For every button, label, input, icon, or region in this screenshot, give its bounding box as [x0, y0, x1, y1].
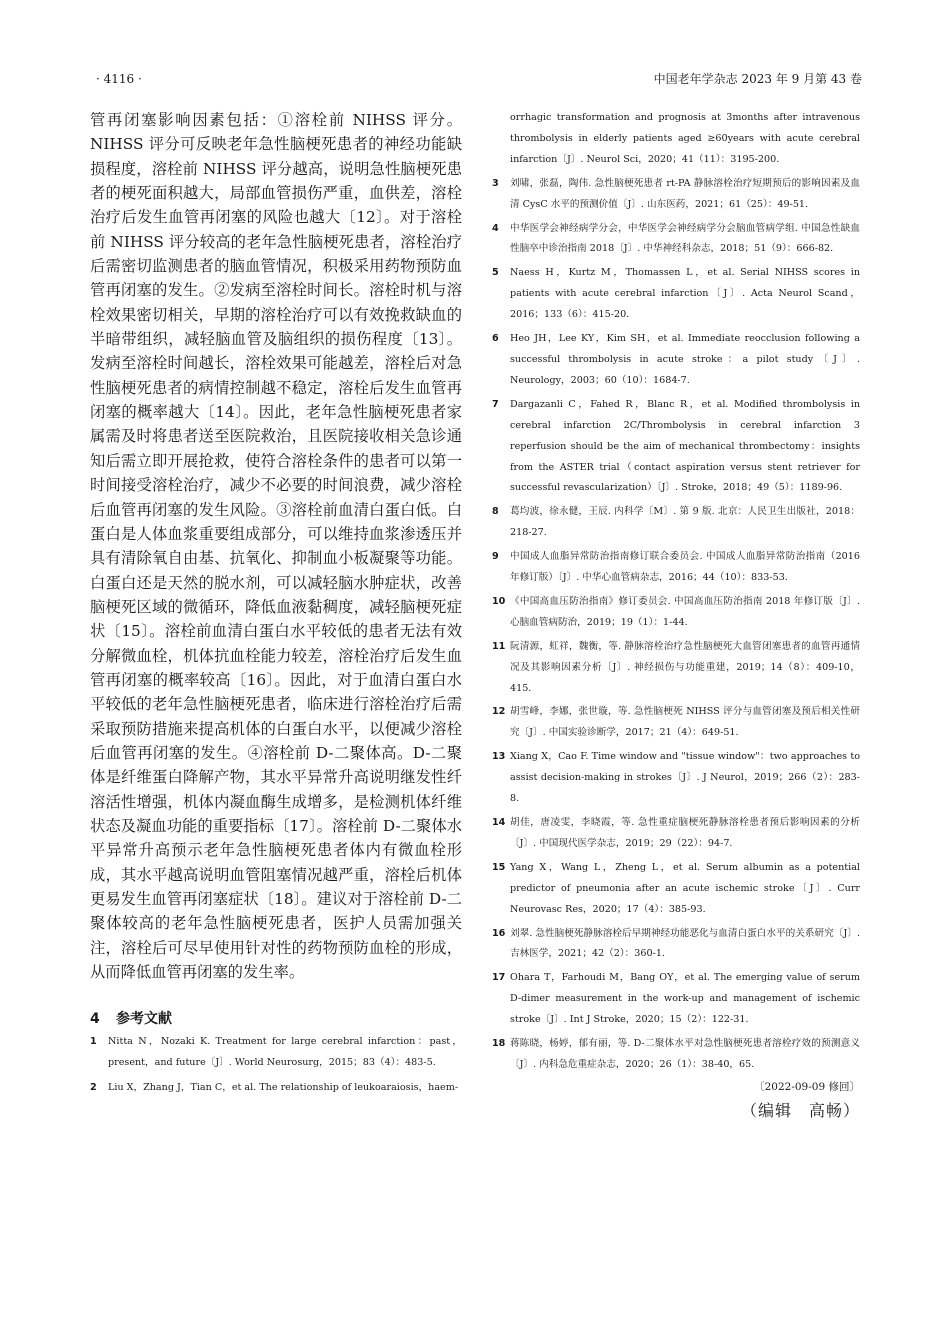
editor-credit: （编辑 高畅）: [740, 1100, 860, 1120]
reference-number: 9: [492, 551, 499, 563]
reference-number: 6: [492, 333, 499, 345]
reference-text: Xiang X，Cao F. Time window and "tissue window"：two approaches to assist decision-making in strokes〔J〕. J Neurol，2019；266（2）：283-8.: [510, 751, 860, 805]
reference-item: [492, 813, 860, 855]
reference-text: Dargazanli C，Fahed R，Blanc R，et al. Modified thrombolysis in cerebral infarction 2C/Thrombolysis in cerebral infarction 3 reperfusion should be the aim of mechanical thrombectomy：insights from the ASTER trial（contact aspiration versus stent retriever for successful revascularization）〔J〕. Stroke，2018；49（5）：1189-96.: [510, 398, 860, 494]
journal-info: 中国老年学杂志 2023 年 9 月第 43 卷: [653, 72, 862, 86]
reference-number: 16: [492, 927, 506, 939]
reference-text: 胡雪峰，李娜，张世璇，等. 急性脑梗死 NIHSS 评分与血管闭塞及预后相关性研究〔J〕. 中国实验诊断学，2017；21（4）：649-51.: [510, 706, 860, 739]
reference-item: [492, 637, 860, 700]
right-column: [492, 108, 860, 1121]
reference-text: Heo JH，Lee KY，Kim SH，et al. Immediate reocclusion following a successful thrombolysis in acute stroke：a pilot study〔J〕. Neurology，2003；60（10）：1684-7.: [510, 333, 860, 386]
reference-text: Nitta N，Nozaki K. Treatment for large cerebral infarction：past，present，and future〔J〕. World Neurosurg，2015；83（4）：483-5.: [108, 1036, 462, 1069]
reference-item: [492, 502, 860, 544]
reference-number: 10: [492, 595, 506, 607]
reference-item: [90, 1032, 462, 1074]
reference-item: [492, 702, 860, 744]
reference-text: 胡佳，唐凌雯，李晓霞，等. 急性重症脑梗死静脉溶栓患者预后影响因素的分析〔J〕. 中国现代医学杂志，2019；29（22）：94-7.: [510, 817, 860, 849]
reference-number: 15: [492, 861, 506, 873]
reference-item: [492, 858, 860, 921]
reference-item: [492, 968, 860, 1031]
reference-number: 11: [492, 640, 506, 652]
reference-list-right: [492, 174, 860, 1076]
reference-text: Yang X，Wang L，Zheng L，et al. Serum albumin as a potential predictor of pneumonia after an acute ischemic stroke〔J〕. Curr Neurovasc Res，2020；17（4）：385-93.: [510, 861, 860, 915]
reference-number: 14: [492, 817, 506, 828]
page-number: · 4116 ·: [96, 72, 142, 86]
section-title: 参考文献: [116, 1011, 172, 1028]
reference-continuation: orrhagic transformation and prognosis at 3months after intravenous thrombolysis in elderly patients aged ≥60years with acute cerebral infarction〔J〕. Neurol Sci，2020；41（11）：3195-200.: [510, 112, 860, 165]
reference-number: 13: [492, 751, 506, 763]
reference-item: [492, 924, 860, 966]
left-column: [90, 108, 462, 1099]
reference-text: Naess H，Kurtz M，Thomassen L，et al. Serial NIHSS scores in patients with acute cerebral infarction〔J〕. Acta Neurol Scand，2016；133（6）：415-20.: [510, 267, 860, 321]
reference-number: 12: [492, 706, 506, 718]
reference-text: 中华医学会神经病学分会，中华医学会神经病学分会脑血管病学组. 中国急性缺血性脑卒中诊治指南 2018〔J〕. 中华神经科杂志，2018；51（9）：666-82.: [510, 222, 860, 255]
reference-item: [492, 219, 860, 261]
reference-number: 17: [492, 972, 506, 984]
reference-item: [492, 329, 860, 392]
reference-text: 刘啸，张磊，陶伟. 急性脑梗死患者 rt-PA 静脉溶栓治疗短期预后的影响因素及血清 CysC 水平的预测价值〔J〕. 山东医药，2021；61（25）：49-51.: [510, 177, 860, 210]
reference-number: 5: [492, 267, 499, 279]
reference-number: 7: [492, 398, 499, 410]
reference-number: 4: [492, 222, 499, 234]
reference-text: 阮清源，虹祥，魏衡，等. 静脉溶栓治疗急性脑梗死大血管闭塞患者的血管再通情况及其影响因素分析〔J〕. 神经损伤与功能重建，2019；14（8）：409-10，415.: [510, 640, 860, 694]
reference-item: [492, 592, 860, 634]
section-number: 4: [90, 1011, 100, 1028]
reference-text: Liu X，Zhang J，Tian C，et al. The relationship of leukoaraiosis，haem-: [108, 1082, 459, 1094]
reference-number: 1: [90, 1036, 97, 1048]
revised-date: 〔2022-09-09 修回〕: [754, 1080, 860, 1093]
reference-text: 中国成人血脂异常防治指南修订联合委员会. 中国成人血脂异常防治指南（2016 年修订版）〔J〕. 中华心血管病杂志，2016；44（10）：833-53.: [510, 551, 860, 584]
reference-item: [492, 263, 860, 326]
reference-text: 蒋陈晓，杨婷，郁有丽，等. D-二聚体水平对急性脑梗死患者溶栓疗效的预测意义〔J〕. 内科急危重症杂志，2020；26（1）：38-40，65.: [510, 1038, 860, 1070]
body-paragraph: 管再闭塞影响因素包括：①溶栓前 NIHSS 评分。NIHSS 评分可反映老年急性脑梗死患者的神经功能缺损程度，溶栓前 NIHSS 评分越高，说明急性脑梗死患者的梗死面积越大，局部血管损伤严重，血供差，溶栓治疗后发生血管再闭塞的风险也越大〔12〕。对于溶栓前 NIHSS 评分较高的老年急性脑梗死患者，溶栓治疗后需密切监测患者的脑血管情况，积极采用药物预防血管再闭塞的发生。②发病至溶栓时间长。溶栓时机与溶栓效果密切相关，早期的溶栓治疗可以有效挽救缺血的半暗带组织，减轻脑血管及脑组织的损伤程度〔13〕。发病至溶栓时间越长，溶栓效果可能越差，溶栓后对急性脑梗死患者的病情控制越不稳定，溶栓后发生血管再闭塞的概率越大〔14〕。因此，老年急性脑梗死患者家属需及时将患者送至医院救治，且医院接收相关急诊通知后需立即开展抢救，使符合溶栓条件的患者可以第一时间接受溶栓治疗，减少不必要的时间浪费，减少溶栓后血管再闭塞的发生风险。③溶栓前血清白蛋白低。白蛋白是人体血浆重要组成部分，可以维持血浆渗透压并具有清除氧自由基、抗氧化、抑制血小板凝聚等功能。白蛋白还是天然的脱水剂，可以减轻脑水肿症状，改善脑梗死区域的微循环，降低血液黏稠度，减轻脑梗死症状〔15〕。溶栓前血清白蛋白水平较低的患者无法有效分解微血栓，机体抗血栓能力较差，溶栓治疗后发生血管再闭塞的概率较高〔16〕。因此，对于血清白蛋白水平较低的老年急性脑梗死患者，临床进行溶栓治疗后需采取预防措施来提高机体的白蛋白水平，以便减少溶栓后血管再闭塞的发生。④溶栓前 D-二聚体高。D-二聚体是纤维蛋白降解产物，其水平异常升高说明继发性纤溶活性增强，机体内凝血酶生成增多，是检测机体纤维状态及凝血功能的重要指标〔17〕。溶栓前 D-二聚体水平异常升高预示老年急性脑梗死患者体内有微血栓形成，其水平越高说明血管阻塞情况越严重，溶栓后机体更易发生血管再闭塞症状〔18〕。建议对于溶栓前 D-二聚体较高的老年急性脑梗死患者，医护人员需加强关注，溶栓后可尽早使用针对性的药物预防血栓的形成，从而降低血管再闭塞的发生率。: [90, 111, 462, 982]
reference-item: [492, 395, 860, 500]
reference-text: Ohara T，Farhoudi M，Bang OY，et al. The emerging value of serum D-dimer measurement in the work-up and management of ischemic stroke〔J〕. Int J Stroke，2020；15（2）：122-31.: [510, 972, 860, 1026]
reference-item: [492, 747, 860, 810]
section-heading: [90, 1008, 462, 1028]
reference-number: 2: [90, 1082, 97, 1094]
reference-item: [492, 174, 860, 216]
page-header: [96, 68, 862, 90]
reference-item: [90, 1078, 462, 1099]
reference-text: 刘翠. 急性脑梗死静脉溶栓后早期神经功能恶化与血清白蛋白水平的关系研究〔J〕. 吉林医学，2021；42（2）：360-1.: [510, 927, 860, 960]
reference-list-left: [90, 1032, 462, 1099]
reference-item: [492, 1034, 860, 1076]
reference-text: 《中国高血压防治指南》修订委员会. 中国高血压防治指南 2018 年修订版〔J〕. 心脑血管病防治，2019；19（1）：1-44.: [510, 595, 860, 628]
reference-number: 18: [492, 1038, 506, 1050]
reference-number: 3: [492, 177, 499, 189]
reference-item: [492, 547, 860, 589]
reference-number: 8: [492, 506, 499, 518]
reference-text: 葛均波，徐永健，王辰. 内科学〔M〕. 第 9 版. 北京：人民卫生出版社，2018：218-27.: [510, 506, 860, 539]
